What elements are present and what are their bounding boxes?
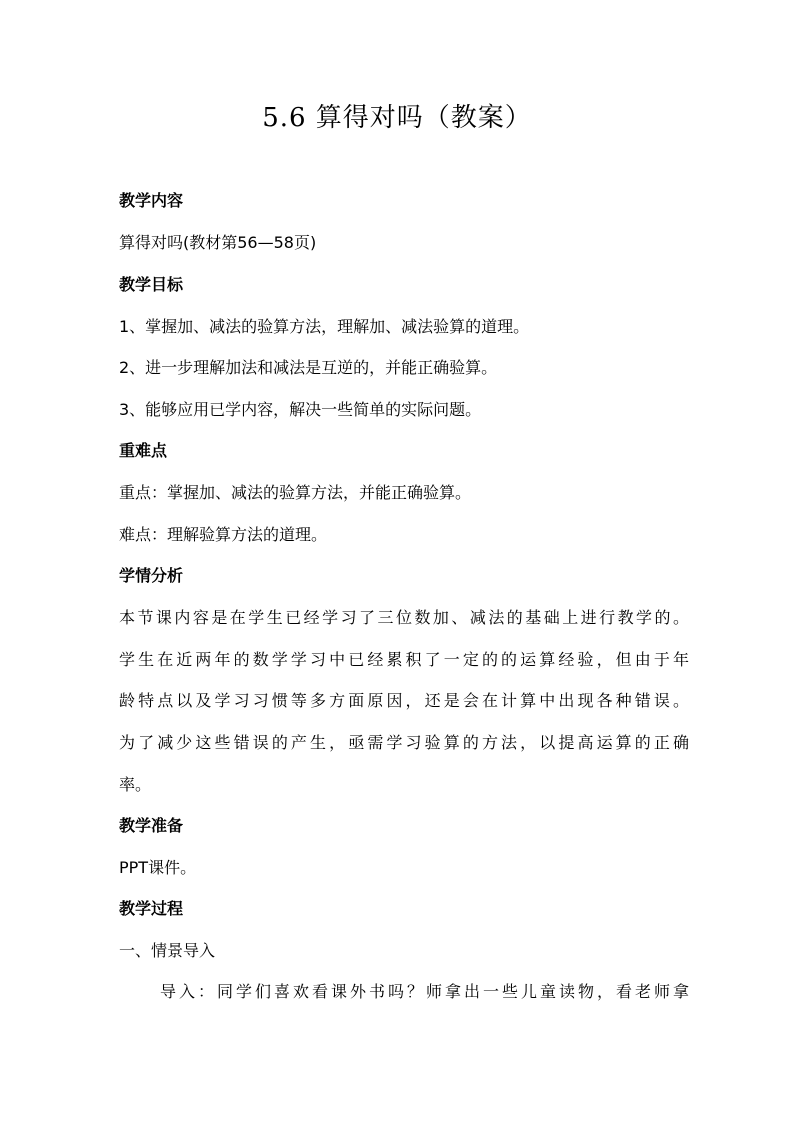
key-point-line: 重点：掌握加、减法的验算方法，并能正确验算。	[119, 483, 472, 502]
document-title: 5.6 算得对吗（教案）	[262, 103, 532, 133]
analysis-line-2: 学生在近两年的数学学习中已经累积了一定的的运算经验，但由于年	[119, 650, 689, 669]
section-heading-process: 教学过程	[119, 899, 184, 918]
section-heading-key-points: 重难点	[119, 441, 168, 460]
analysis-line-4: 为了减少这些错误的产生，亟需学习验算的方法，以提高运算的正确	[119, 733, 689, 752]
section-heading-preparation: 教学准备	[119, 816, 184, 835]
section-heading-content: 教学内容	[119, 191, 184, 210]
section-heading-analysis: 学情分析	[119, 566, 184, 585]
body-line-content: 算得对吗(教材第56—58页)	[119, 233, 317, 252]
objective-item-3: 3、能够应用已学内容，解决一些简单的实际问题。	[119, 400, 482, 419]
objective-item-1: 1、掌握加、减法的验算方法，理解加、减法验算的道理。	[119, 317, 530, 336]
difficulty-line: 难点：理解验算方法的道理。	[119, 525, 328, 544]
process-step-heading: 一、情景导入	[119, 941, 216, 960]
analysis-line-3: 龄特点以及学习习惯等多方面原因，还是会在计算中出现各种错误。	[119, 691, 689, 710]
analysis-line-5: 率。	[119, 775, 152, 794]
process-intro-line: 导入：同学们喜欢看课外书吗？师拿出一些儿童读物，看老师拿	[160, 982, 689, 1001]
objective-item-2: 2、进一步理解加法和减法是互逆的，并能正确验算。	[119, 358, 498, 377]
section-heading-objectives: 教学目标	[119, 275, 184, 294]
preparation-line: PPT课件。	[119, 858, 197, 877]
analysis-line-1: 本节课内容是在学生已经学习了三位数加、减法的基础上进行教学的。	[119, 608, 689, 627]
